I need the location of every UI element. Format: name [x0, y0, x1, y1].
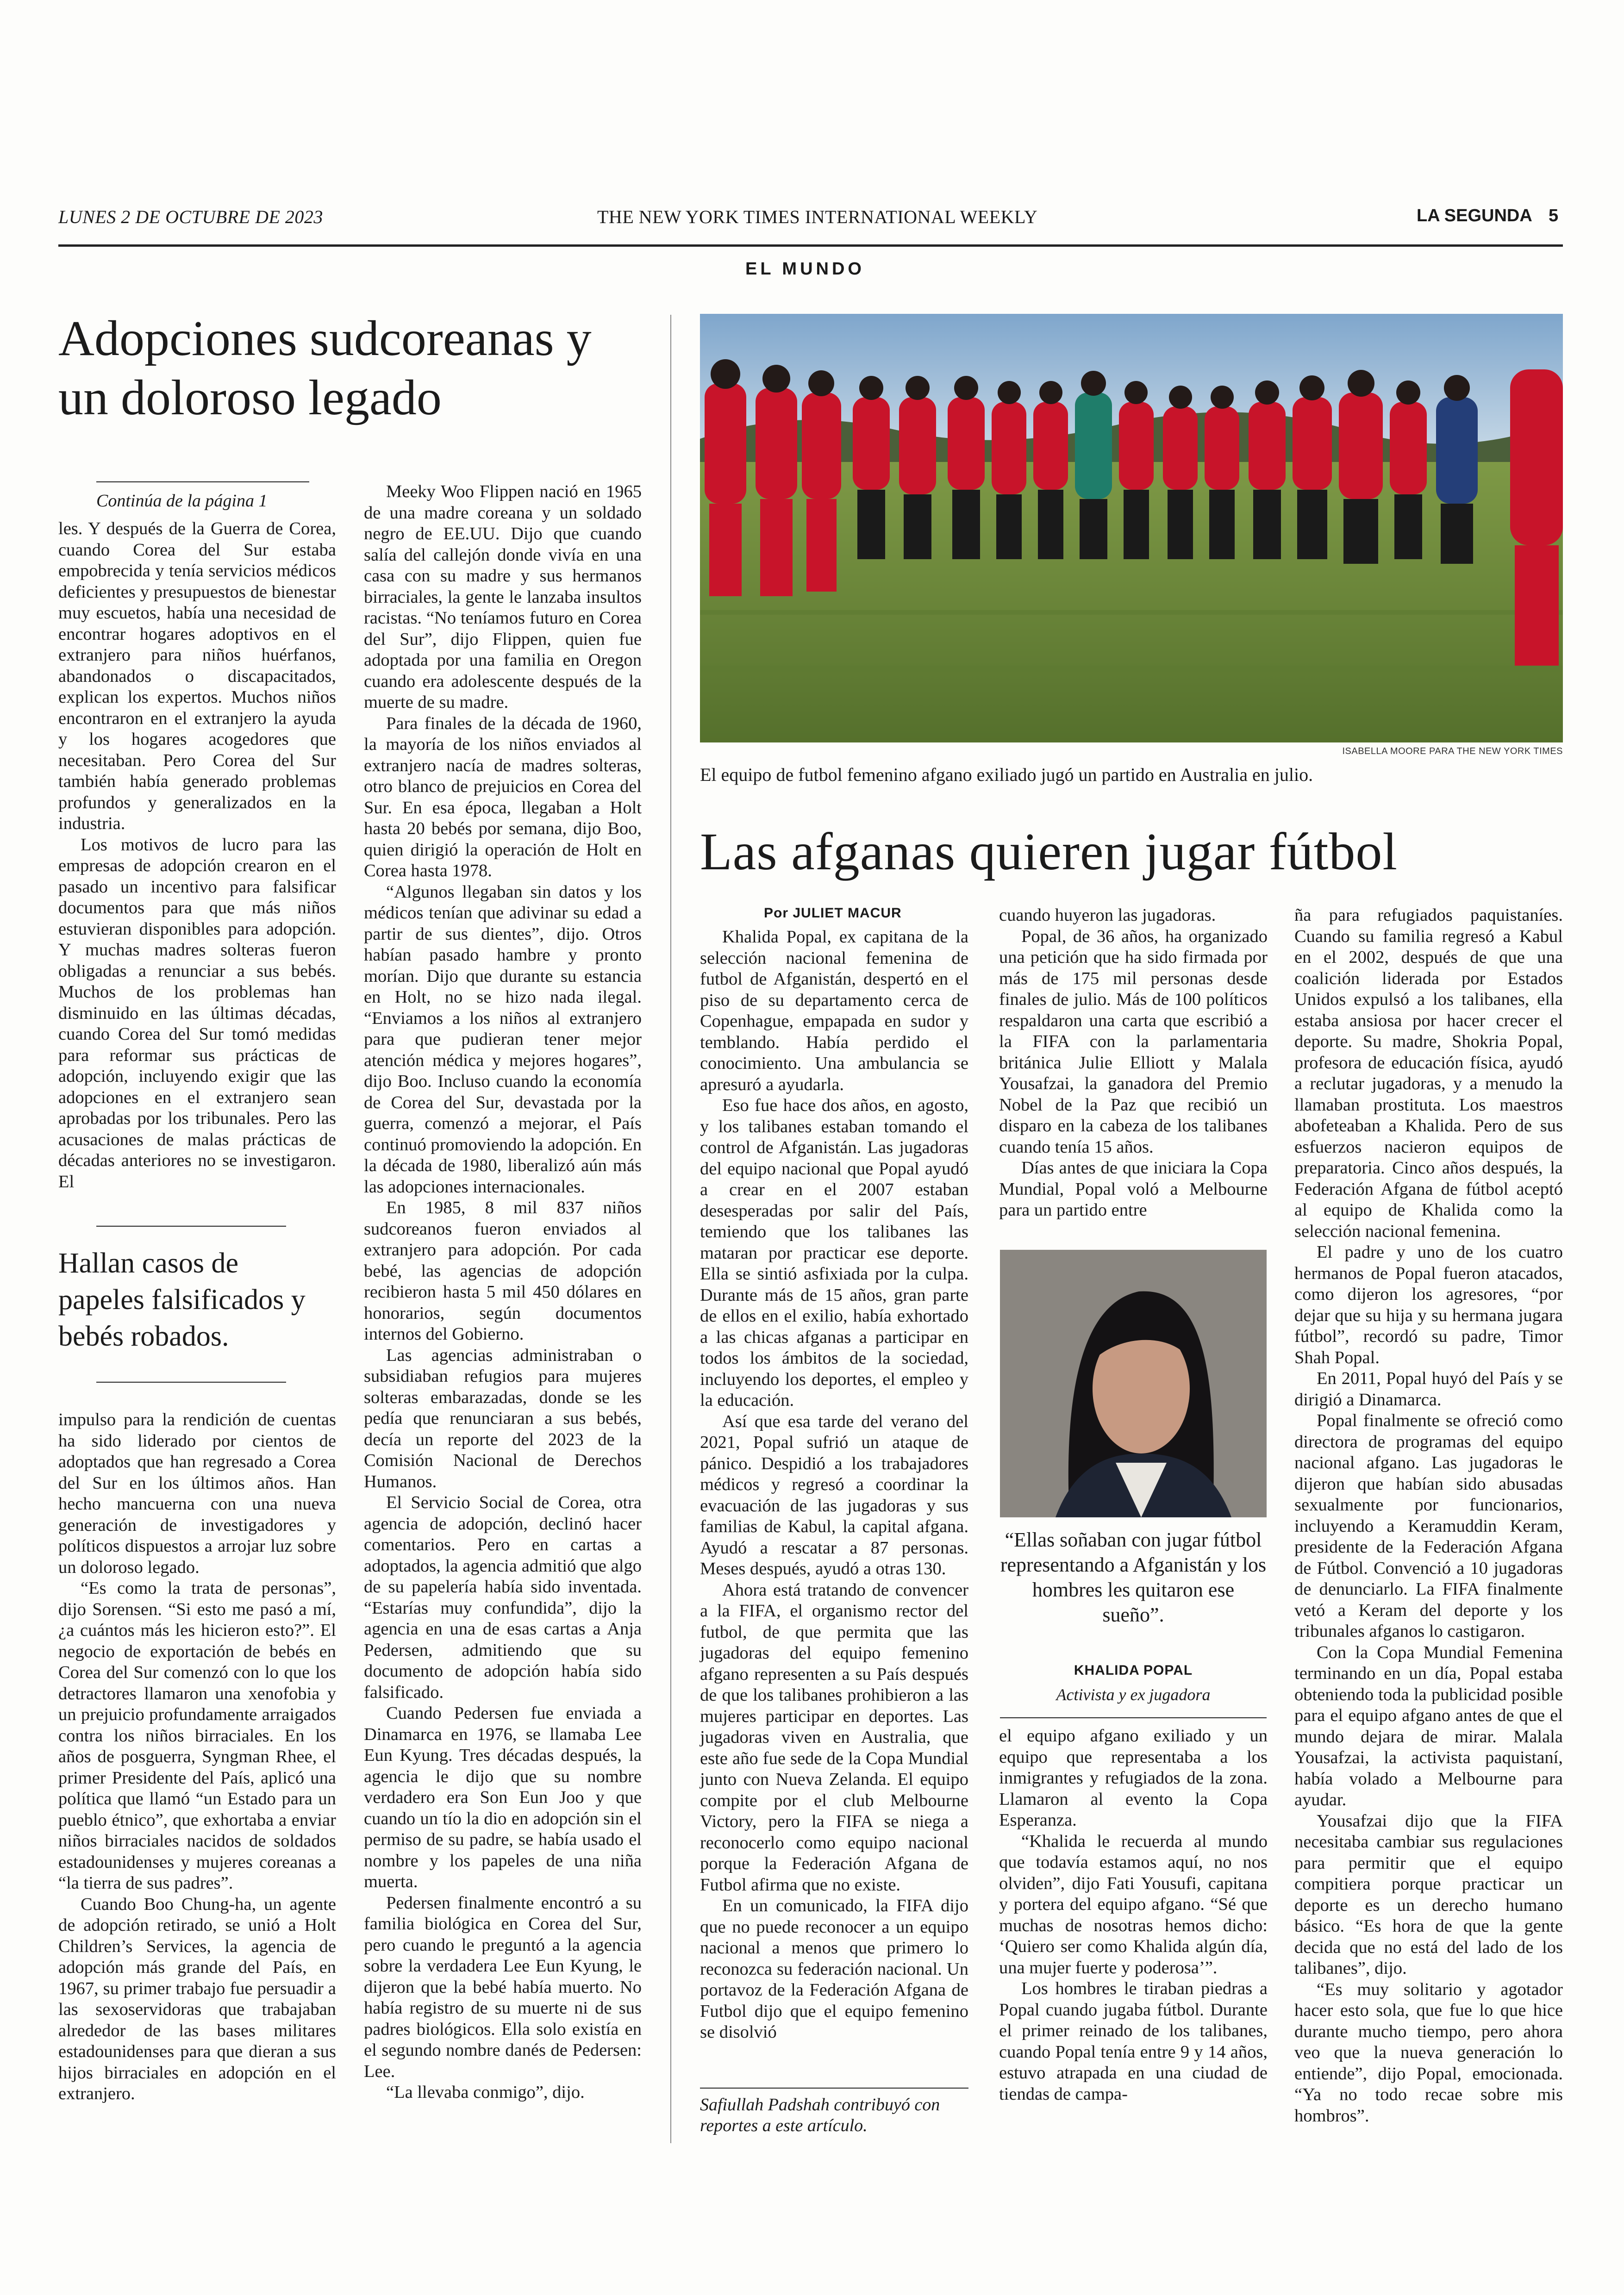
paragraph: “Khalida le recuerda al mundo que todavía estamos aquí, no nos olviden”, dijo Fati Yousufi, capitana y portera del equipo afgano. “Sé que muchas de nosotras hemos dicho: ‘Quiero ser como Khalida algún día, una mujer fuerte y poderosa’”.: [999, 1831, 1268, 1977]
paragraph: En 2011, Popal huyó del País y se dirigió a Dinamarca.: [1294, 1369, 1563, 1409]
article2-column-3: [1294, 905, 1563, 2127]
pull-quote: “Ellas soñaban con jugar fútbol representando a Afganistán y los hombres les quitaron ese sueño”.: [1000, 1528, 1267, 1626]
paragraph: Los hombres le tiraban piedras a Popal cuando jugaba fútbol. Durante el primer reinado de los talibanes, cuando Popal tenía entre 9 y 14 años, estuvo atrapada en una ciudad de tiendas de campa-: [999, 1979, 1268, 2104]
article2-column-2b: [999, 1726, 1268, 2105]
section-label: LA SEGUNDA: [1417, 206, 1532, 225]
paragraph: Cuando Boo Chung-ha, un agente de adopción retirado, se unió a Holt Children’s Services, la agencia de adopción más grande del País, en 1967, su primer trabajo fue persuadir a las sexoservidoras que trabajaban alrededor de las bases militares estadounidenses para que dieran a sus hijos birraciales en adopción en el extranjero.: [58, 1894, 336, 2103]
paragraph: les. Y después de la Guerra de Corea, cuando Corea del Sur estaba empobrecida y tenía servicios médicos deficientes y presupuestos de bienestar muy escuetos, había una necesidad de encontrar hogares adoptivos en el extranjero para niños huérfanos, abandonados o discapacitados, explican los expertos. Muchos niños encontraron en el extranjero la ayuda y los hogares acogedores que necesitaban. Pero Corea del Sur también había generado problemas profundos y generalizados en la industria.: [58, 519, 336, 833]
portrait-image: [1000, 1250, 1267, 1517]
paragraph: impulso para la rendición de cuentas ha sido liderado por cientos de adoptados que han regresado a Corea del Sur en los últimos años. Han hecho mancuerna con una nueva generación de investigadores y políticos dispuestos a arrojar luz sobre un doloroso legado.: [58, 1410, 336, 1577]
photo-caption: El equipo de futbol femenino afgano exiliado jugó un partido en Australia en julio.: [700, 764, 1313, 785]
pull-quote-name: KHALIDA POPAL: [1074, 1663, 1193, 1678]
paragraph: En 1985, 8 mil 837 niños sudcoreanos fueron enviados al extranjero para adopción. Por cada bebé, las agencias de adopción recibieron hasta 5 mil 450 dólares en honorarios, según documentos internos del Gobierno.: [364, 1198, 642, 1344]
paragraph: Con la Copa Mundial Femenina terminando en un día, Popal estaba obteniendo toda la publicidad posible para el equipo afgano antes de que el mundo dejara de mirar. Malala Yousafzai, la activista paquistaní, había volado a Melbourne para ayudar.: [1294, 1642, 1563, 1809]
section-name: [1417, 206, 1558, 226]
article2-headline: Las afganas quieren jugar fútbol: [700, 822, 1398, 881]
paragraph: Días antes de que iniciara la Copa Mundial, Popal voló a Melbourne para un partido entre: [999, 1158, 1268, 1220]
paragraph: Eso fue hace dos años, en agosto, y los talibanes estaban tomando el control de Afganistán. Las jugadoras del equipo nacional que Popal ayudó a crear en el 2007 estaban desesperadas por salir del País, temiendo que los talibanes las mataran por practicar ese deporte. Ella se sintió asfixiada por la culpa. Durante más de 15 años, gran parte de ellos en el exilio, había exhortado a las chicas afganas a participar en todos los ámbitos de la sociedad, incluyendo los deportes, el empleo y la educación.: [700, 1096, 968, 1410]
paragraph: Khalida Popal, ex capitana de la selección nacional femenina de futbol de Afganistán, despertó en el piso de su departamento cerca de Copenhague, empapada en sudor y temblando. Había perdido el conocimiento. Una ambulancia se apresuró a ayudarla.: [700, 927, 968, 1094]
article1-column-2: [364, 481, 642, 2103]
paragraph: “Algunos llegaban sin datos y los médicos tenían que adivinar su edad a partir de sus dientes”, dijo. Otros habían pasado hambre y pronto morían. Dijo que durante su estancia en Holt, no se hizo nada ilegal. “Enviamos a los niños al extranjero para que pudieran tener mejor atención médica y mejores hogares”, dijo Boo. Incluso cuando la economía de Corea del Sur, devastada por la guerra, comenzó a mejorar, el País continuó promoviendo la adopción. En la década de 1980, liberalizó aún más las adopciones internacionales.: [364, 882, 642, 1197]
page-number: 5: [1548, 206, 1559, 225]
header-rule: [58, 244, 1563, 247]
paragraph: Las agencias administraban o subsidiaban refugios para mujeres solteras embarazadas, donde se les pedía que renunciaran a sus bebés, decía un reporte del 2023 de la Comisión Nacional de Derechos Humanos.: [364, 1345, 642, 1491]
paragraph: “Es muy solitario y agotador hacer esto sola, que fue lo que hice durante mucho tiempo, pero ahora veo que la nueva generación lo entiende”, dijo Popal, emocionada. “Ya no todo recae sobre mis hombros”.: [1294, 1979, 1563, 2126]
paragraph: ña para refugiados paquistaníes. Cuando su familia regresó a Kabul en el 2002, después de que una coalición liderada por Estados Unidos expulsó a los talibanes, ella estaba ansiosa por hacer crecer el deporte. Su madre, Shokria Popal, profesora de educación física, ayudó a reclutar jugadoras, y a menudo la llamaban prostituta. Los maestros abofeteaban a Khalida. Pero de sus esfuerzos nacieron equipos de preparatoria. Cinco años después, la Federación Afgana de fútbol aceptó al equipo de Khalida como la selección nacional femenina.: [1294, 905, 1563, 1241]
paragraph: En un comunicado, la FIFA dijo que no puede reconocer a un equipo nacional a menos que primero lo reconozca su federación nacional. Un portavoz de la Federación Afgana de Futbol dijo que el equipo femenino se disolvió: [700, 1896, 968, 2042]
paragraph: el equipo afgano exiliado y un equipo que representaba a los inmigrantes y refugiados de la zona. Llamaron al evento la Copa Esperanza.: [999, 1726, 1268, 1830]
subhead-rule-top: [96, 1226, 286, 1227]
note-rule: [700, 2088, 968, 2089]
jump-line: Continúa de la página 1: [96, 491, 268, 511]
paragraph: Popal finalmente se ofreció como directora de programas del equipo nacional afgano. Las jugadoras le dijeron que habían sido abusadas sexualmente por funcionarios, incluyendo a Keramuddin Keram, presidente de la Federación Afgana de Fútbol. Convenció a 10 jugadoras de denunciarlo. La FIFA finalmente vetó a Keram del deporte y los tribunales afganos lo castigaron.: [1294, 1411, 1563, 1641]
paragraph: Cuando Pedersen fue enviada a Dinamarca en 1976, se llamaba Lee Eun Kyung. Tres décadas después, la agencia le dijo que su nombre verdadero era Son Eun Joo y que cuando un tío la dio en adopción sin el permiso de su padre, se había usado el nombre y los papeles de una niña muerta.: [364, 1703, 642, 1891]
paragraph: Meeky Woo Flippen nació en 1965 de una madre coreana y un soldado negro de EE.UU. Dijo que cuando salía del callejón donde vivía en una casa con su madre y sus hermanos birraciales, la gente le lanzaba insultos racistas. “No teníamos futuro en Corea del Sur”, dijo Flippen, quien fue adoptada por una familia en Oregon cuando era adolescente después de la muerte de su madre.: [364, 482, 642, 712]
contributor-note: Safiullah Padshah contribuyó con reportes a este artículo.: [700, 2095, 940, 2135]
column-divider: [670, 315, 671, 2143]
paragraph: cuando huyeron las jugadoras.: [999, 905, 1216, 925]
paragraph: Pedersen finalmente encontró a su familia biológica en Corea del Sur, pero cuando le preguntó a la agencia sobre la verdadera Lee Eun Kyung, le dijeron que la bebé había muerto. No había registro de su muerte ni de sus padres biológicos. Ella solo existía en el segundo nombre danés de Pedersen: Lee.: [364, 1893, 642, 2081]
article1-column-1: [58, 518, 336, 1192]
article2-column-2a: [999, 905, 1268, 1221]
pull-quote-rule: [1000, 1717, 1267, 1718]
subsection-label: EL MUNDO: [745, 259, 865, 279]
team-photo: [700, 314, 1563, 742]
paragraph: Ahora está tratando de convencer a la FIFA, el organismo rector del futbol, de que permita que las jugadoras del equipo femenino afgano representen a su País después de que los talibanes prohibieron a las mujeres participar en deportes. Las jugadoras viven en Australia, que este año fue sede de la Copa Mundial junto con Nueva Zelanda. El equipo compite por el club Melbourne Victory, pero la FIFA se niega a reconocerlo como equipo nacional porque la Federación Afgana de Futbol afirma que no existe.: [700, 1580, 968, 1895]
paragraph: “La llevaba conmigo”, dijo.: [386, 2083, 585, 2102]
paragraph: Para finales de la década de 1960, la mayoría de los niños enviados al extranjero nacía de madres solteras, otro blanco de prejuicios en Corea del Sur. En esa época, llegaban a Holt hasta 20 bebés por semana, dijo Boo, quien dirigió la operación de Holt en Corea hasta 1978.: [364, 713, 642, 880]
article2-column-1: [700, 927, 968, 2043]
paragraph: Los motivos de lucro para las empresas de adopción crearon en el pasado un incentivo para falsificar documentos para que más niños estuvieran disponibles para adopción. Y muchas madres solteras fueron obligadas a renunciar a sus bebés. Muchos de los problemas han disminuido en las últimas décadas, cuando Corea del Sur tomó medidas para reformar sus prácticas de adopción, incluyendo exigir que las adopciones en el extranjero sean aprobadas por los tribunales. Pero las acusaciones de malas prácticas de décadas anteriores no se investigaron. El: [58, 835, 336, 1191]
paragraph: Popal, de 36 años, ha organizado una petición que ha sido firmada por más de 175 mil personas desde finales de julio. Más de 100 políticos respaldaron una carta que escribió a la FIFA con la parlamentaria británica Julie Elliott y Malala Yousafzai, la ganadora del Premio Nobel de la Paz que recibió un disparo en la cabeza de los talibanes cuando tenía 15 años.: [999, 926, 1268, 1157]
paragraph: “Es como la trata de personas”, dijo Sorensen. “Si esto me pasó a mí, ¿a cuántos más les hicieron esto?”. El negocio de exportación de bebés en Corea del Sur comenzó con lo que los detractores llamaron una xenofobia y un prejuicio profundamente arraigados contra los niños birraciales. En los años de posguerra, Syngman Rhee, el primer Presidente del País, aplicó una política que llamó “un Estado para un pueblo étnico”, que exhortaba a enviar niños birraciales nacidos de soldados estadounidenses y mujeres coreanas a “la tierra de sus padres”.: [58, 1578, 336, 1893]
byline: Por JULIET MACUR: [764, 905, 902, 921]
photo-credit: ISABELLA MOORE PARA THE NEW YORK TIMES: [1342, 746, 1563, 756]
article1-headline: Adopciones sudcoreanas y un doloroso legado: [58, 311, 592, 425]
paragraph: El Servicio Social de Corea, otra agencia de adopción, declinó hacer comentarios. Pero en cartas a adoptados, la agencia admitió que algo de su papelería había sido inventada. “Estarías muy confundida”, dijo la agencia en una de esas cartas a Anja Pedersen, admitiendo que su documento de adopción había sido falsificado.: [364, 1493, 642, 1702]
portrait-photo: [1000, 1250, 1267, 1517]
paragraph: Así que esa tarde del verano del 2021, Popal sufrió un ataque de pánico. Despidió a los trabajadores médicos y regresó a coordinar la evacuación de las jugadoras y sus familias de Kabul, la capital afgana. Ayudó a rescatar a 87 personas. Meses después, ayudó a otras 130.: [700, 1411, 968, 1578]
article1-subhead: Hallan casos de papeles falsificados y bebés robados.: [58, 1247, 306, 1352]
jump-rule: [96, 481, 309, 482]
publication-name: THE NEW YORK TIMES INTERNATIONAL WEEKLY: [597, 206, 1038, 227]
article1-column-1b: [58, 1409, 336, 2105]
team-photo-image: [700, 314, 1563, 742]
paragraph: Yousafzai dijo que la FIFA necesitaba cambiar sus regulaciones para permitir que el equipo compitiera porque practicar un deporte es un derecho humano básico. “Es hora de que la gente decida que no está del lado de los talibanes”, dijo.: [1294, 1811, 1563, 1978]
issue-date: LUNES 2 DE OCTUBRE DE 2023: [58, 206, 323, 227]
subhead-rule-bottom: [96, 1382, 286, 1383]
pull-quote-role: Activista y ex jugadora: [1056, 1685, 1211, 1704]
paragraph: El padre y uno de los cuatro hermanos de Popal fueron atacados, como dijeron los agresores, “por dejar que su hija y su hermana jugara fútbol”, recordó su padre, Timor Shah Popal.: [1294, 1242, 1563, 1367]
